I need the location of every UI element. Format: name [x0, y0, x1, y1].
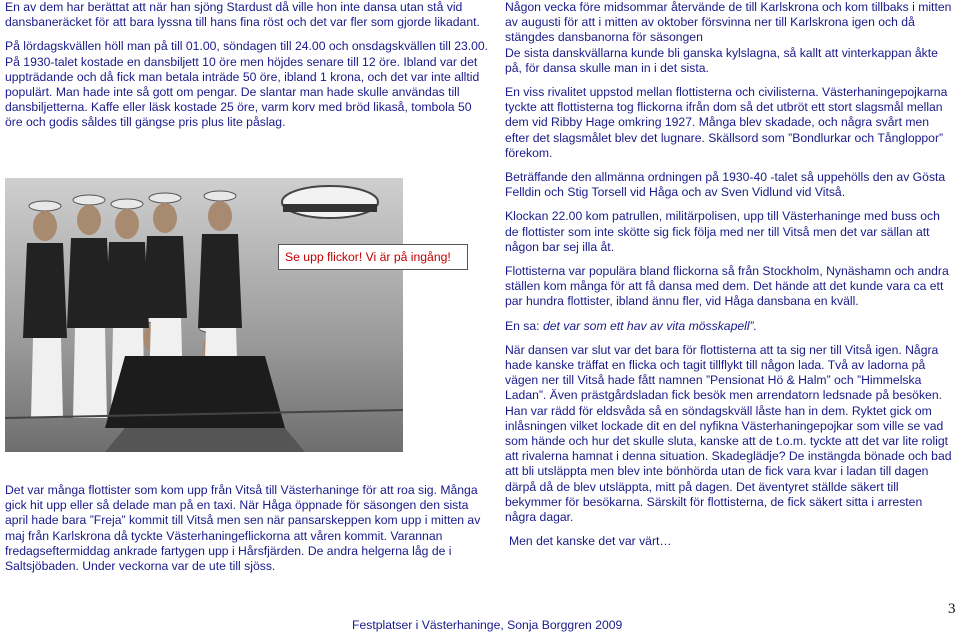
page-number: 3 — [948, 601, 956, 617]
paragraph-stardust: En av dem har berättat att när han sjöng Stardust då ville hon inte dansa utan stå vid dansbaneräcket för att bara lyssna till hans fina röst och det var fler som gjorde likadant. — [5, 0, 480, 30]
paragraph-dansen-slut: När dansen var slut var det bara för flottisterna att ta sig ner till Vitså igen. Några hade kanske träffat en flicka och tagit tillflykt till någon lada. Två av ladorna på vägen ner till Vitså hade fått namnen ”Pensionat Hö & Halm” och ”Himmelska Ladan”. Även prästgårdsladan fick besök men arrendatorn ledsnade på besöken. Han var rädd för eldsvåda så en söndagskväll låste han in dem. Ryktet gick om inlåsningen vilket lockade dit en del nyfikna Västerhaningepojkar som ville se vad som hände och hur det skulle sluta, kanske att de t.o.m. tyckte att det var lite roligt att rivalerna hamnat i denna situation. Skadeglädje? De instängda bönade och bad att bli utsläppta men blev inte bönhörda utan de fick vara kvar i ladan till dagen därpå då de blev utsläppta, mitt på dagen. Det äventyret ställde säkert till bekymmer för besökarna. Särskilt för flottisterna, de fick säkert sitta i arresten några dagar. — [505, 342, 952, 525]
left-bottom-text — [5, 483, 489, 574]
paragraph-patrullen: Klockan 22.00 kom patrullen, militärpolisen, upp till Västerhaninge med buss och de flottister som inte skötte sig fick följa med ner till Vitså men det var sällan att någon bar sej illa åt. — [505, 209, 940, 254]
photo-caption-callout: Se upp flickor! Vi är på ingång! — [278, 244, 468, 270]
paragraph-populara: Flottisterna var populära bland flickorna så från Stockholm, Nynäshamn och andra ställen kom många för att få dansa med dem. Det hände att det kunde vara ca ett par hundra flottister, ibland ännu fler, vid Håga dansbana en kväll. — [505, 264, 949, 309]
paragraph-flottister-vitsa: Det var många flottister som kom upp från Vitså till Västerhaninge för att roa sig. Många gick hit upp eller så delade man på en taxi. När Håga öppnade för säsongen den sista april hade bara ”Freja” kommit till Vitså men sen när pansarskeppen kom upp i mitten av maj från Karlskrona då tyckte Västerhaningeflickorna att våren kommit. Varannan fredagseftermiddag ankrade fartygen upp i Hårsfjärden. De andra helgerna låg de i Saltsjöbaden. Under veckorna var de ute till sjöss. — [5, 483, 481, 574]
right-column-text — [505, 0, 955, 550]
paragraph-midsommar: Någon vecka före midsommar återvände de till Karlskrona och kom tillbaks i mitten av augusti för att i mitten av oktober försvinna ner till Karlskrona igen och då stängdes dansbanorna för säsongen — [505, 0, 952, 45]
paragraph-ordningen: Beträffande den allmänna ordningen på 1930-40 -talet så uppehölls den av Gösta Felldin och Stig Torsell vid Håga och av Sven Vidlund vid Vitså. — [505, 170, 946, 200]
paragraph-vart: Men det kanske det var värt… — [509, 534, 672, 549]
left-top-text — [5, 0, 489, 131]
sailors-photo — [5, 178, 403, 452]
quote-text: det var som ett hav av vita mösskapell”. — [542, 318, 757, 333]
paragraph-en-sa — [505, 319, 955, 334]
paragraph-sista-danskvallar: De sista danskvällarna kunde bli ganska kylslagna, så kallt att vinterkappan åkte på, för dansa skulle man in i det sista. — [505, 45, 938, 75]
page-footer: Festplatser i Västerhaninge, Sonja Borggren 2009 — [352, 618, 623, 632]
paragraph-rivalitet: En viss rivalitet uppstod mellan flottisterna och civilisterna. Västerhaningepojkarna tyckte att flottisterna tog flickorna ifrån dom så det utbröt ett stort slagsmål mellan dem vid Ribby Hage omkring 1927. Många blev skadade, och några svårt men efter det slagsmålet blev det lugnare. Skällsord som ”Bondlurkar och Tångloppor” förekom. — [505, 85, 948, 160]
paragraph-opening-hours: På lördagskvällen höll man på till 01.00, söndagen till 24.00 och onsdagskvällen till 23.00. På 1930-talet kostade en dansbiljett 10 öre men höjdes senare till 12 öre. Ibland var det uppträdande och då fick man betala inträde 50 öre, ibland 1 krona, och det var inte alltid populärt. Man hade inte så gott om pengar. De slantar man hade skulle användas till dansbiljetterna. Kaffe eller läsk kostade 25 öre, varm korv med bröd likaså, tombola 50 öre och godis såldes till gängse pris plus lite påslag. — [5, 39, 489, 130]
quote-prefix: En sa: — [505, 318, 543, 333]
